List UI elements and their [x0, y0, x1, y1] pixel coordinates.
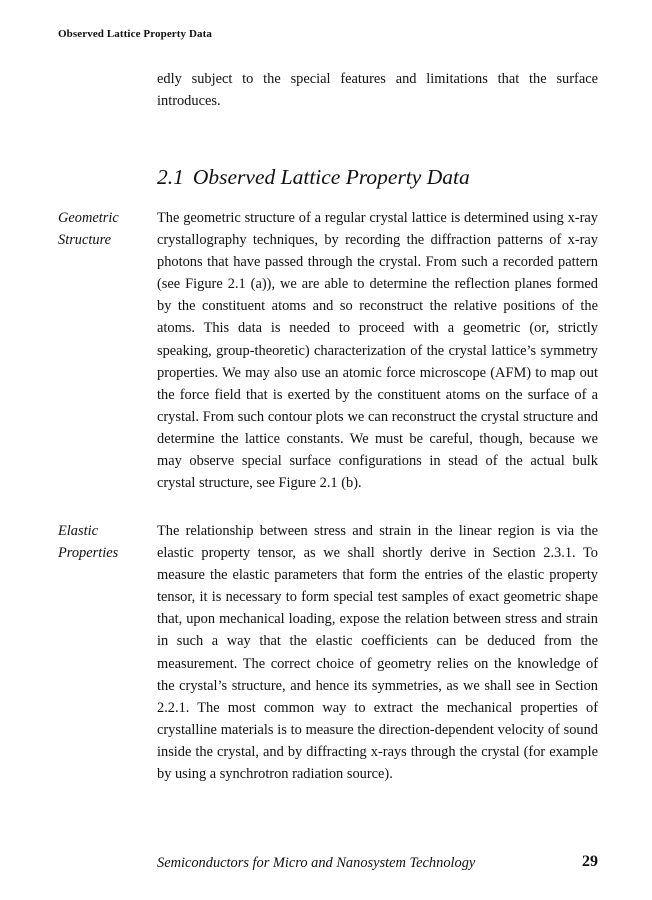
margin-note-line: Properties	[58, 545, 119, 561]
running-head: Observed Lattice Property Data	[58, 28, 213, 40]
footer-book-title: Semiconductors for Micro and Nanosystem Technology	[157, 855, 476, 871]
margin-note-elastic-properties	[58, 520, 148, 564]
page-number: 29	[582, 853, 598, 870]
margin-note-line: Structure	[58, 232, 112, 248]
margin-note-line: Geometric	[58, 210, 119, 226]
geometric-structure-text: The geometric structure of a regular crystal lattice is determined using x-ray crystallography techniques, by recording the diffraction patterns of x-ray photons that have passed through the crystal. From such a recorded pattern (see Figure 2.1 (a)), we are able to determine the reflection planes formed by the constituent atoms and so reconstruct the relative positions of the atoms. This data is needed to proceed with a geometric (or, strictly speaking, group-theoretic) characterization of the crystal lattice’s symmetry properties. We may also use an atomic force microscope (AFM) to map out the force field that is exerted by the constituent atoms on the surface of a crystal. From such contour plots we can reconstruct the crystal structure and determine the lattice constants. We must be careful, though, because we may observe special surface configurations in stead of the actual bulk crystal structure, see Figure 2.1 (b).	[157, 210, 598, 492]
margin-note-geometric-structure	[58, 207, 148, 251]
elastic-properties-text: The relationship between stress and strain in the linear region is via the elastic property tensor, as we shall shortly derive in Section 2.3.1. To measure the elastic parameters that form the entries of the elastic property tensor, it is necessary to form special test samples of exact geometric shape that, upon mechanical loading, expose the relation between stress and strain in such a way that the elastic coefficients can be deduced from the measurement. The correct choice of geometry relies on the knowledge of the crystal’s structure, and hence its symmetries, as we shall see in Section 2.2.1. The most common way to extract the mechanical properties of crystalline materials is to measure the direction-dependent velocity of sound inside the crystal, and by diffracting x-rays through the crystal (for example by using a synchrotron radiation source).	[157, 523, 598, 783]
intro-text: edly subject to the special features and limitations that the surface introduces.	[157, 71, 598, 110]
intro-paragraph	[157, 68, 598, 112]
geometric-structure-paragraph	[157, 207, 598, 494]
section-title: Observed Lattice Property Data	[192, 165, 470, 189]
section-number: 2.1	[157, 165, 184, 189]
margin-note-line: Elastic	[58, 523, 98, 539]
section-heading	[157, 165, 470, 190]
elastic-properties-paragraph	[157, 520, 598, 785]
